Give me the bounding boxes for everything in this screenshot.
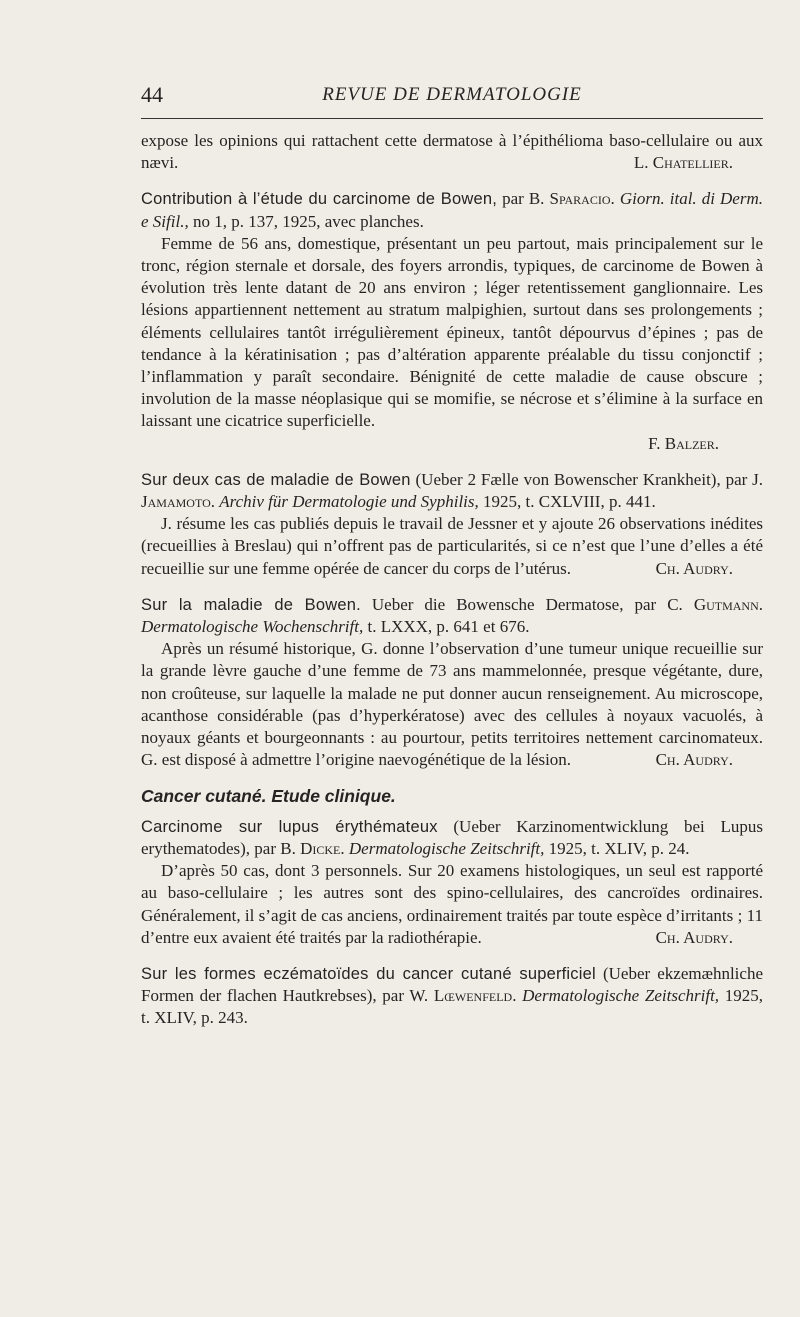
section-title: Cancer cutané. Etude clinique. <box>141 786 396 807</box>
entry-heading <box>141 188 763 232</box>
entry-ref-lead: (Ueber ekzemæhnliche Formen der flachen Hautkrebses), par W. <box>141 963 763 1006</box>
entry-signature: Ch. Audry. <box>655 927 733 947</box>
entry-title: Carcinome sur lupus érythémateux <box>141 817 438 836</box>
entry-title: Contribution à l’étude du carcinome de Bowen, <box>141 190 497 209</box>
page-number: 44 <box>141 82 163 107</box>
page-header <box>141 82 763 112</box>
entry-heading <box>141 594 763 638</box>
intro-text: expose les opinions qui rattachent cette dermatose à l’épithélioma baso-cellulaire ou aux nævi. <box>141 131 763 173</box>
entry-paragraph-text: J. résume les cas publiés depuis le travail de Jessner et y ajoute 26 observations inédites (recueillies à Breslau) qui n’offrent pas de particularités, si ce n’est que l’une d’elles a été recueillie sur une femme opérée de cancer du corps de l’utérus. <box>141 514 763 578</box>
entry-heading <box>141 816 763 860</box>
entry-title: Sur deux cas de maladie de Bowen <box>141 470 411 489</box>
entry-journal: Dermatologische Zeitschrift, <box>348 838 545 858</box>
intro-signature: L. Chatellier. <box>633 153 733 173</box>
entry-title: Sur la maladie de Bowen. <box>141 595 361 614</box>
entry-heading <box>141 963 763 1030</box>
entry-author: Gutmann. <box>693 594 764 614</box>
entry-journal: Archiv für Dermatologie und Syphilis, <box>219 492 479 512</box>
entry-author: Dicke. <box>300 838 345 858</box>
entry-signature: F. Balzer. <box>648 433 719 453</box>
entry-title: Sur les formes eczématoïdes du cancer cutané superficiel <box>141 964 596 983</box>
entry-ref-tail: 1925, t. XLIV, p. 243. <box>141 986 763 1028</box>
entry-author: Lœwenfeld. <box>433 986 517 1006</box>
entry-author: Sparacio. <box>549 189 615 209</box>
entry-heading <box>141 469 763 513</box>
entry-ref-tail: t. LXXX, p. 641 et 676. <box>367 617 530 637</box>
running-title: REVUE DE DERMATOLOGIE <box>322 84 582 105</box>
entry-ref-tail: 1925, t. CXLVIII, p. 441. <box>483 492 656 512</box>
entry-author: Jamamoto. <box>141 492 215 512</box>
entry-signature: Ch. Audry. <box>655 750 733 770</box>
header-rule <box>141 118 763 119</box>
entry-journal: Giorn. ital. di Derm. e Sifil., <box>141 189 763 231</box>
entry-signature: Ch. Audry. <box>655 558 733 578</box>
entry-paragraph <box>141 638 763 771</box>
entry-ref-lead: (Ueber 2 Fælle von Bowenscher Krankheit), par J. <box>415 469 764 489</box>
entry-journal: Dermatologische Wochenschrift, <box>141 617 364 637</box>
entry-ref-lead: Ueber die Bowensche Dermatose, par C. <box>371 594 694 614</box>
entry-ref-tail: 1925, t. XLIV, p. 24. <box>548 838 690 858</box>
entry-ref-tail: no 1, p. 137, 1925, avec planches. <box>192 211 424 231</box>
entry-ref-lead: (Ueber Karzinomentwicklung bei Lupus erythematodes), par B. <box>141 816 763 858</box>
page-body <box>141 130 763 1030</box>
entry-journal: Dermatologische Zeitschrift, <box>522 986 720 1006</box>
entry-paragraph <box>141 860 763 949</box>
intro-paragraph <box>141 130 763 174</box>
entry-paragraph: Femme de 56 ans, domestique, présentant un peu partout, mais principalement sur le tronc, région sternale et dorsale, des foyers arrondis, typiques, de carcinome de Bowen à évolution très lente datant de 20 ans environ ; léger retentissement ganglionnaire. Les lésions appartiennent nettement au stratum malpighien, surtout dans ses prolongements ; éléments cellulaires tantôt irrégulièrement épineux, tantôt dépourvus d’épines ; pas de tendance à la kératinisation ; pas d’altération apparente préalable du tissu conjonctif ; l’inflammation y paraît secondaire. Bénignité de cette maladie de cause obscure ; involution de la masse néoplasique qui se momifie, se nécrose et s’élimine à la surface en laissant une cicatrice superficielle. <box>141 233 763 431</box>
entry-paragraph-text: Après un résumé historique, G. donne l’observation d’une tumeur unique recueillie sur la grande lèvre gauche d’une femme de 73 ans mammelonnée, presque végétante, dure, non croûteuse, sur laquelle la malade ne put donner aucun renseignement. Au microscope, acanthose considérable (pas d’hyperkératose) avec des cellules à noyaux vacuolés, à noyaux géants et bourgeonnants : au pourtour, petits territoires nettement carcinomateux. G. est disposé à admettre l’origine naevogénétique de la lésion. <box>141 639 763 770</box>
entry-paragraph <box>141 513 763 580</box>
entry-paragraph-text: D’après 50 cas, dont 3 personnels. Sur 20 examens histologiques, un seul est rapporté au baso-cellulaire ; les autres sont des spino-cellulaires, des cancroïdes ordinaires. Généralement, il s’agit de cas anciens, ordinairement traités par toute espèce d’irritants ; 11 d’entre eux avaient été traités par la radiothérapie. <box>141 861 763 947</box>
entry-ref-lead: par B. <box>502 189 550 209</box>
